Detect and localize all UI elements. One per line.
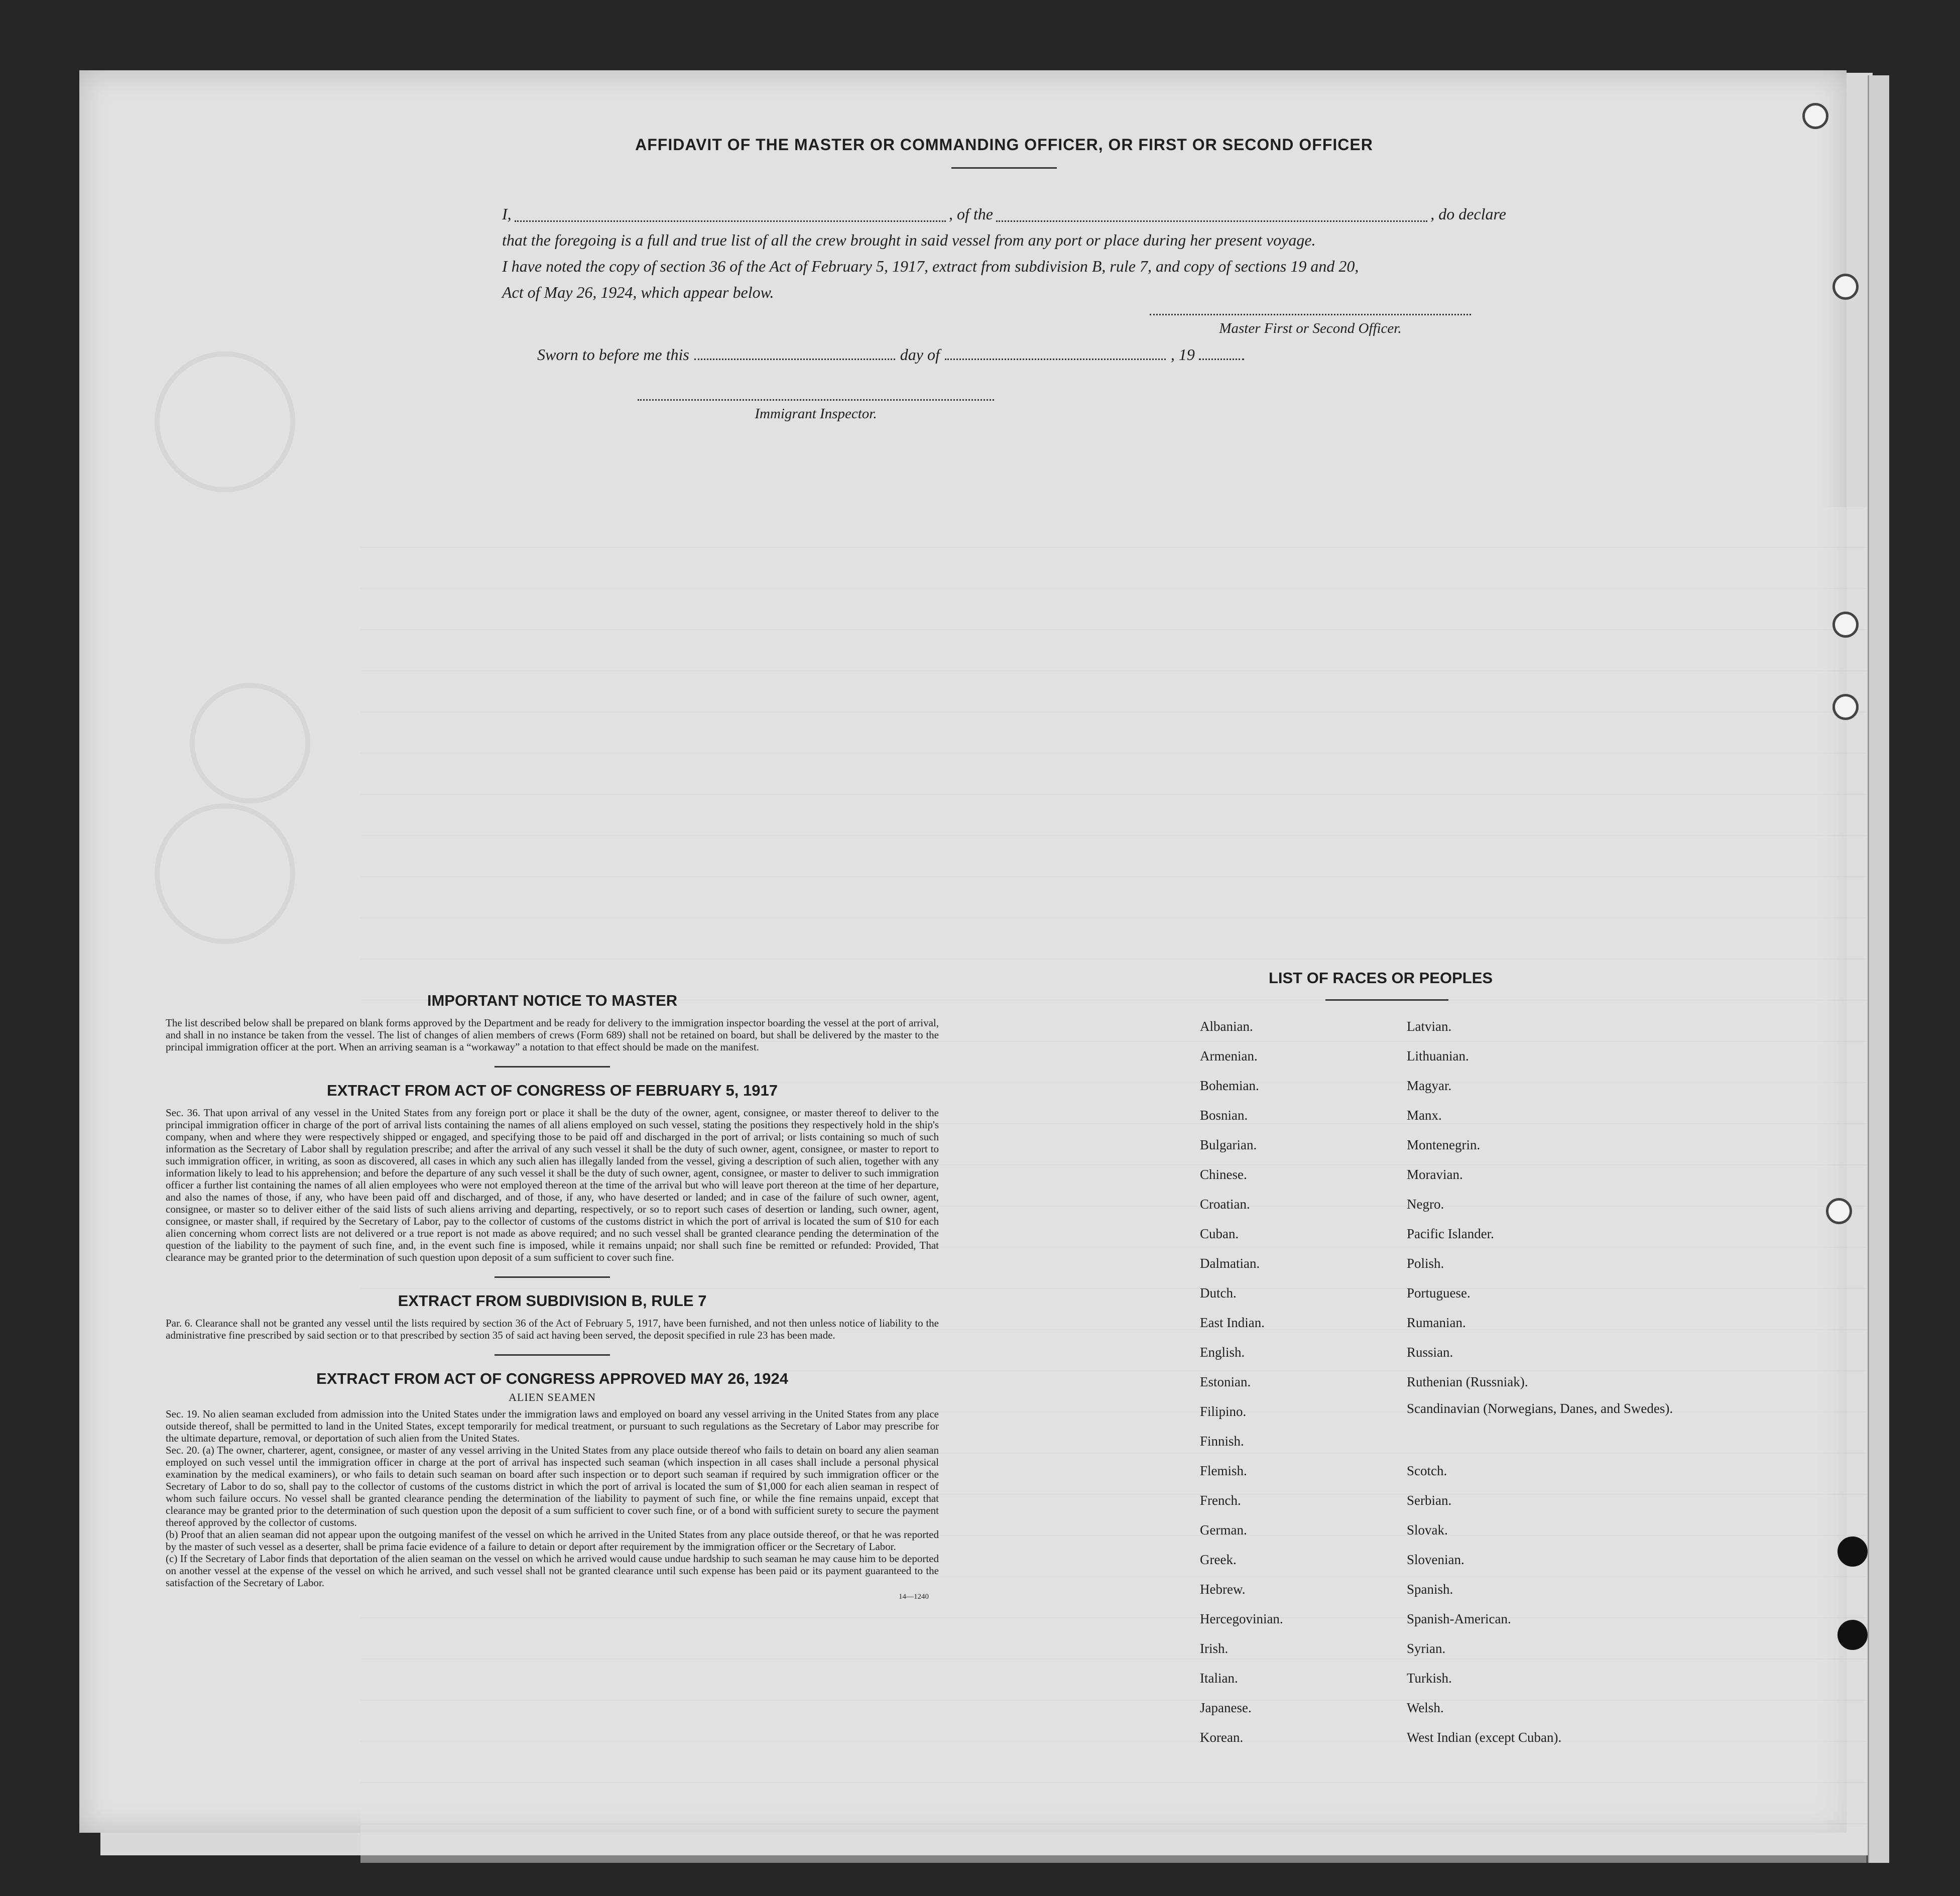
embossed-seal (155, 803, 295, 944)
month-blank (945, 359, 1166, 360)
affidavit-title: AFFIDAVIT OF THE MASTER OR COMMANDING OFFICER, OR FIRST OR SECOND OFFICER (635, 136, 1373, 154)
sec20b-text: (b) Proof that an alien seaman did not appear upon the outgoing manifest of the vessel on which he arrived in the United States from any place outside thereof, or that he was reported by the master of such vessel as a deserter, shall be prima facie evidence of a failure to detain or deport after requirement by the immigration officer or the Secretary of Labor. (166, 1528, 939, 1553)
race-item: Slovenian. (1407, 1552, 1464, 1567)
declaration-line (502, 201, 1506, 227)
race-item: Cuban. (1200, 1226, 1239, 1241)
race-item: Dutch. (1200, 1285, 1237, 1300)
vessel-blank (996, 220, 1427, 222)
race-item: Moravian. (1407, 1167, 1463, 1182)
race-item: Rumanian. (1407, 1315, 1466, 1330)
binder-hole (1838, 1620, 1868, 1650)
extract-1917-text: Sec. 36. That upon arrival of any vessel in the United States from any foreign port or place it shall be the duty of the owner, agent, consignee, or master thereof to deliver to the principal immigration officer in charge of the port of arrival lists containing the names of all aliens employed on such vessel, stating the positions they respectively hold in the ship's company, when and where they were respectively shipped or engaged, and specifying those to be paid off and discharged in the port of arrival; or lists containing so much of such information as the Secretary of Labor shall by regulation prescribe; and after the arrival of any such vessel it shall be the duty of such owner, agent, consignee, or master to report to such immigration officer, in writing, as soon as discovered, all cases in which any such alien has illegally landed from the vessel, giving a description of such alien, together with any information likely to lead to his apprehension; and before the departure of any such vessel it shall be the duty of such owner, agent, consignee, or master to deliver to such immigration officer a further list containing the names of all alien employees who were not employed thereon at the time of the arrival but who will leave port thereon at the time of her departure, and also the names of those, if any, who have been paid off and discharged, and of those, if any, who have deserted or landed; and in case of the failure of such owner, agent, consignee, or master so to deliver either of the said lists of such aliens arriving and departing, respectively, or so to report such cases of desertion or landing, such owner, agent, consignee, or master shall, if required by the Secretary of Labor, pay to the collector of customs of the customs district in which the port of arrival is located the sum of $10 for each alien concerning whom correct lists are not delivered or a true report is not made as above required; and no such vessel shall be granted clearance pending the determination of the question of the liability to the payment of such fine, and, in the event such fine is imposed, while it remains unpaid; nor shall such fine be remitted or refunded: Provided, That clearance may be granted prior to the determination of such question upon deposit of a sum sufficient to cover such fine. (166, 1107, 939, 1263)
race-item: Spanish. (1407, 1582, 1453, 1597)
notice-text: The list described below shall be prepared on blank forms approved by the Department and be ready for delivery to the immigration inspector boarding the vessel at the port of arrival, and shall in no instance be taken from the vessel. The list of changes of alien members of crews (Form 689) shall not be retained on board, but shall be delivered by the master to the principal immigration officer at the port. When an arriving seaman is a “workaway” a notation to that effect should be made on the manifest. (166, 1017, 939, 1053)
race-item: Bosnian. (1200, 1108, 1248, 1123)
race-item: Montenegrin. (1407, 1137, 1481, 1152)
binder-hole (1832, 612, 1859, 638)
signature-line (1150, 314, 1471, 315)
sec20c-text: (c) If the Secretary of Labor finds that deportation of the alien seaman on the vessel on which he arrived would cause undue hardship to such seaman he may cause him to be deported on another vessel at the expense of the vessel on which he arrived, and such vessel shall not be granted clearance until such expense has been paid or its payment guaranteed to the satisfaction of the Secretary of Labor. (166, 1553, 939, 1589)
race-item: Polish. (1407, 1256, 1444, 1271)
race-item: Slovak. (1407, 1522, 1448, 1537)
legal-notices (166, 992, 939, 1601)
alien-seamen-subtitle: ALIEN SEAMEN (509, 1391, 596, 1403)
race-item: Flemish. (1200, 1463, 1247, 1478)
race-item: German. (1200, 1522, 1247, 1537)
sworn-line (537, 345, 1260, 364)
master-signature (1150, 314, 1471, 337)
divider (951, 167, 1057, 169)
race-item: Korean. (1200, 1730, 1244, 1745)
race-item: Finnish. (1200, 1434, 1244, 1449)
divider (1325, 999, 1448, 1001)
binder-hole (1832, 274, 1859, 300)
race-item: Serbian. (1407, 1493, 1452, 1508)
race-item: Pacific Islander. (1407, 1226, 1494, 1241)
race-item: Albanian. (1200, 1019, 1253, 1034)
embossed-seal (190, 683, 310, 803)
inspector-signature (638, 399, 994, 422)
divider (495, 1066, 610, 1068)
sworn-year: , 19 (1170, 345, 1195, 364)
binder-hole (1802, 103, 1828, 129)
race-item: English. (1200, 1345, 1245, 1360)
divider (495, 1354, 610, 1356)
race-item: Scotch. (1407, 1463, 1447, 1478)
race-item: Greek. (1200, 1552, 1237, 1567)
binder-hole (1832, 694, 1859, 720)
race-item: Magyar. (1407, 1078, 1452, 1093)
declaration-of: , of the (948, 205, 993, 223)
affidavit-header (502, 136, 1506, 169)
race-item: Hebrew. (1200, 1582, 1246, 1597)
race-item: Lithuanian. (1407, 1048, 1469, 1063)
master-signature-label: Master First or Second Officer. (1219, 320, 1402, 336)
race-item: Croatian. (1200, 1197, 1250, 1212)
races-title: LIST OF RACES OR PEOPLES (1268, 969, 1493, 987)
race-item: Scandinavian (Norwegians, Danes, and Swedes). (1407, 1401, 1673, 1416)
race-item: Filipino. (1200, 1404, 1247, 1419)
divider (495, 1276, 610, 1278)
race-item: Dalmatian. (1200, 1256, 1260, 1271)
race-item: Chinese. (1200, 1167, 1247, 1182)
subdivision-b-title: EXTRACT FROM SUBDIVISION B, RULE 7 (398, 1292, 707, 1310)
race-item: Hercegovinian. (1200, 1611, 1283, 1626)
signature-line (638, 399, 994, 401)
sec20a-text: Sec. 20. (a) The owner, charterer, agent, consignee, or master of any vessel arriving in the United States from any place outside thereof who fails to detain on board any alien seaman employed on such vessel until the immigration officer in charge at the port of arrival has inspected such seaman (which inspection in all cases shall include a personal physical examination by the medical examiners), or who fails to detain such seaman on board after such inspection or to deport such seaman if required by such immigration officer or the Secretary of Labor to do so, shall pay to the collector of customs of the customs district in which the port of arrival is located the sum of $1,000 for each alien seaman in respect of whom such failure occurs. No vessel shall be granted clearance pending the determination of the liability to payment of such fine, or while the fine remains unpaid, except that clearance may be granted prior to the determination of such question upon the deposit of a sum sufficient to cover such fine, or of a bond with sufficient surety to secure the payment thereof approved by the collector of customs. (166, 1444, 939, 1528)
day-blank (694, 359, 895, 360)
form-number: 14—1240 (899, 1593, 929, 1601)
race-item: Irish. (1200, 1641, 1229, 1656)
race-item: Latvian. (1407, 1019, 1452, 1034)
declaration-i: I, (502, 205, 512, 223)
embossed-seal (155, 351, 295, 492)
race-item: Italian. (1200, 1671, 1238, 1686)
race-item: Welsh. (1407, 1700, 1444, 1715)
race-item: Portuguese. (1407, 1285, 1471, 1300)
affidavit-declaration (502, 201, 1506, 305)
extract-1924-title: EXTRACT FROM ACT OF CONGRESS APPROVED MAY 26, 1924 (316, 1370, 788, 1387)
declaration-text: I have noted the copy of section 36 of the Act of February 5, 1917, extract from subdivision B, rule 7, and copy of sections 19 and 20, (502, 257, 1359, 275)
race-item: Manx. (1407, 1108, 1442, 1123)
race-item: Ruthenian (Russniak). (1407, 1374, 1528, 1389)
race-item: Syrian. (1407, 1641, 1446, 1656)
notice-title: IMPORTANT NOTICE TO MASTER (427, 992, 678, 1009)
race-item: Bohemian. (1200, 1078, 1259, 1093)
declaration-end: , do declare (1430, 205, 1506, 223)
race-item: Armenian. (1200, 1048, 1258, 1063)
races-column-2 (1407, 1012, 1688, 1752)
declaration-text: that the foregoing is a full and true list of all the crew brought in said vessel from any port or place during her present voyage. (502, 231, 1316, 249)
race-item: Russian. (1407, 1345, 1453, 1360)
sworn-day: day of (900, 345, 940, 364)
binder-hole (1826, 1198, 1852, 1224)
page-edge (1868, 75, 1889, 1863)
race-item: West Indian (except Cuban). (1407, 1730, 1562, 1745)
race-item: Turkish. (1407, 1671, 1452, 1686)
extract-1917-title: EXTRACT FROM ACT OF CONGRESS OF FEBRUARY 5, 1917 (327, 1082, 778, 1099)
binder-hole (1838, 1536, 1868, 1567)
race-item: Spanish-American. (1407, 1611, 1511, 1626)
race-item: French. (1200, 1493, 1241, 1508)
race-item: Estonian. (1200, 1374, 1251, 1389)
sec19-text: Sec. 19. No alien seaman excluded from admission into the United States under the immigration laws and employed on board any vessel arriving in the United States from any place outside thereof, shall be permitted to land in the United States, except temporarily for medical treatment, or pursuant to such regulations as the Secretary of Labor may prescribe for the ultimate departure, removal, or deportation of such alien from the United States. (166, 1408, 939, 1444)
race-item: Japanese. (1200, 1700, 1252, 1715)
declaration-text: Act of May 26, 1924, which appear below. (502, 283, 774, 301)
subdivision-b-text: Par. 6. Clearance shall not be granted any vessel until the lists required by section 36 of the Act of February 5, 1917, have been furnished, and not then unless notice of liability to the administrative fine prescribed by said section or to that prescribed by section 35 of said act having been served, the deposit specified in rule 23 has been made. (166, 1317, 939, 1341)
races-column-1 (1200, 1012, 1411, 1752)
race-item: Negro. (1407, 1197, 1444, 1212)
name-blank (515, 220, 946, 222)
inspector-label: Immigrant Inspector. (755, 406, 877, 422)
race-item: Bulgarian. (1200, 1137, 1257, 1152)
sworn-prefix: Sworn to before me this (537, 345, 689, 364)
race-item: East Indian. (1200, 1315, 1265, 1330)
year-blank (1199, 359, 1244, 360)
